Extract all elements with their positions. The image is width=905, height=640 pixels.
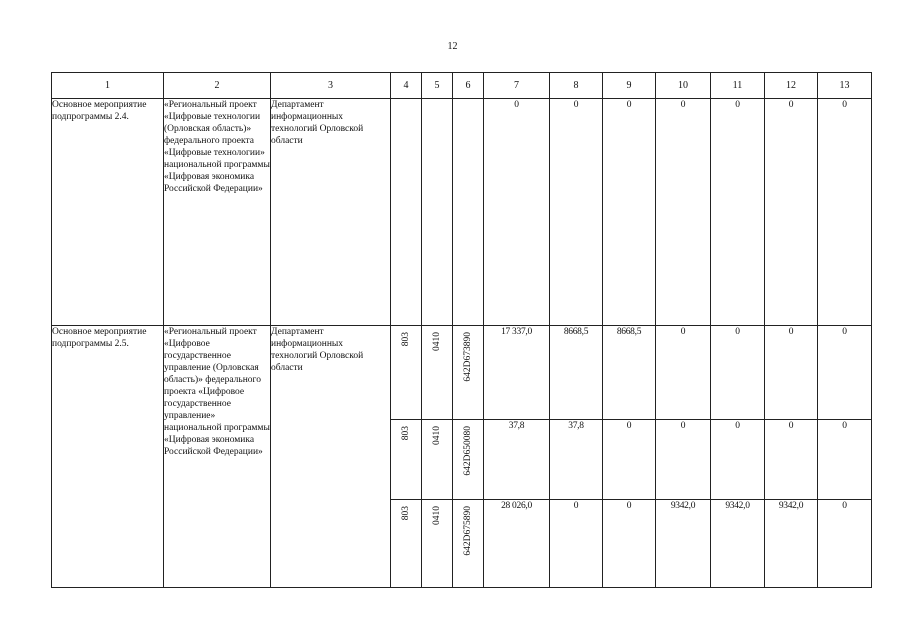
value-year-2: 0 xyxy=(603,420,656,500)
value-year-6: 0 xyxy=(818,420,872,500)
value-year-1: 37,8 xyxy=(550,420,603,500)
header-cell-2: 2 xyxy=(164,73,271,99)
code-target xyxy=(453,326,484,420)
value-year-5: 9342,0 xyxy=(765,500,818,588)
code-section xyxy=(422,326,453,420)
project-name: «Региональный проект «Цифровые технологии (Орловская область)» федерального проекта «Цифровые технологии» национальной программы «Цифровая экономика Российской Федерации» xyxy=(164,99,271,326)
value-total: 17 337,0 xyxy=(484,326,550,420)
value-year-1: 0 xyxy=(550,99,603,326)
code-section-text: 0410 xyxy=(432,426,442,445)
code-grbs xyxy=(391,326,422,420)
value-year-4: 0 xyxy=(711,99,765,326)
responsible-department: Департамент информационных технологий Орловской области xyxy=(271,326,391,588)
header-cell-4: 4 xyxy=(391,73,422,99)
value-year-2: 0 xyxy=(603,500,656,588)
value-total: 0 xyxy=(484,99,550,326)
code-section xyxy=(422,99,453,326)
value-year-2: 0 xyxy=(603,99,656,326)
activity-name: Основное мероприятие подпрограммы 2.5. xyxy=(52,326,164,588)
code-target-text: 642D650080 xyxy=(463,426,473,476)
value-year-3: 0 xyxy=(656,326,711,420)
code-section-text: 0410 xyxy=(432,506,442,525)
code-section xyxy=(422,500,453,588)
header-cell-3: 3 xyxy=(271,73,391,99)
header-cell-13: 13 xyxy=(818,73,872,99)
value-year-3: 0 xyxy=(656,99,711,326)
value-total: 37,8 xyxy=(484,420,550,500)
header-cell-8: 8 xyxy=(550,73,603,99)
value-year-1: 8668,5 xyxy=(550,326,603,420)
code-grbs xyxy=(391,99,422,326)
code-grbs xyxy=(391,500,422,588)
table-row-2-4 xyxy=(52,99,872,326)
value-year-6: 0 xyxy=(818,99,872,326)
header-cell-10: 10 xyxy=(656,73,711,99)
value-year-3: 0 xyxy=(656,420,711,500)
header-cell-6: 6 xyxy=(453,73,484,99)
value-year-4: 9342,0 xyxy=(711,500,765,588)
header-cell-11: 11 xyxy=(711,73,765,99)
code-grbs-text: 803 xyxy=(401,332,411,347)
value-year-5: 0 xyxy=(765,326,818,420)
code-grbs-text: 803 xyxy=(401,426,411,441)
value-total: 28 026,0 xyxy=(484,500,550,588)
value-year-6: 0 xyxy=(818,326,872,420)
code-target-text: 642D673890 xyxy=(463,332,473,382)
header-cell-5: 5 xyxy=(422,73,453,99)
project-name: «Региональный проект «Цифровое государственное управление (Орловская область)» федерального проекта «Цифровое государственное управление» национальной программы «Цифровая экономика Российской Федерации» xyxy=(164,326,271,588)
value-year-5: 0 xyxy=(765,99,818,326)
value-year-1: 0 xyxy=(550,500,603,588)
value-year-5: 0 xyxy=(765,420,818,500)
header-cell-9: 9 xyxy=(603,73,656,99)
code-section-text: 0410 xyxy=(432,332,442,351)
page-number: 12 xyxy=(447,41,458,52)
code-section xyxy=(422,420,453,500)
table-row-2-5-a xyxy=(52,326,872,420)
header-row xyxy=(52,73,872,99)
value-year-4: 0 xyxy=(711,420,765,500)
code-grbs-text: 803 xyxy=(401,506,411,521)
value-year-4: 0 xyxy=(711,326,765,420)
header-cell-7: 7 xyxy=(484,73,550,99)
code-target xyxy=(453,420,484,500)
code-target-text: 642D675890 xyxy=(463,506,473,556)
value-year-6: 0 xyxy=(818,500,872,588)
budget-table xyxy=(51,72,872,588)
value-year-3: 9342,0 xyxy=(656,500,711,588)
header-cell-12: 12 xyxy=(765,73,818,99)
code-grbs xyxy=(391,420,422,500)
code-target xyxy=(453,99,484,326)
code-target xyxy=(453,500,484,588)
responsible-department: Департамент информационных технологий Орловской области xyxy=(271,99,391,326)
activity-name: Основное мероприятие подпрограммы 2.4. xyxy=(52,99,164,326)
header-cell-1: 1 xyxy=(52,73,164,99)
value-year-2: 8668,5 xyxy=(603,326,656,420)
